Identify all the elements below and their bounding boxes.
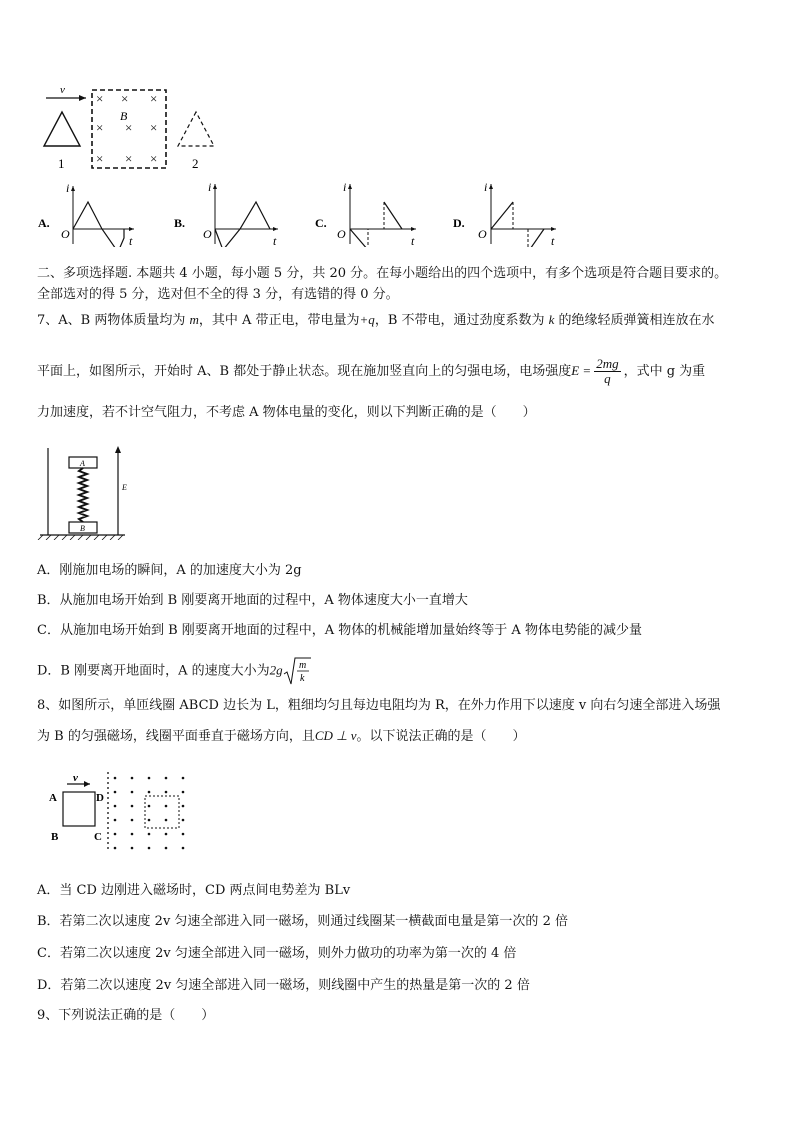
svg-text:×: × [150, 151, 158, 166]
svg-text:D: D [96, 792, 104, 804]
option-d-label: D. [453, 216, 465, 230]
option-a-label: A. [38, 216, 50, 230]
svg-text:×: × [125, 120, 133, 135]
svg-text:×: × [150, 120, 158, 135]
svg-text:t: t [551, 234, 555, 247]
svg-text:B: B [51, 831, 59, 843]
field-dots [114, 777, 185, 850]
svg-text:×: × [150, 91, 158, 106]
svg-text:C: C [94, 831, 102, 843]
q7-line3: 力加速度，若不计空气阻力，不考虑 A 物体电量的变化，则以下判断正确的是（ ） [37, 405, 536, 420]
q8-line2: 为 B 的匀强磁场，线圈平面垂直于磁场方向，且CD ⊥ v。以下说法正确的是（ ） [37, 728, 526, 744]
svg-text:O: O [337, 227, 346, 241]
q6-options [30, 182, 570, 247]
section2-line1: 二、多项选择题. 本题共 4 小题，每小题 5 分，共 20 分。在每小题给出的四个选项中，有多个选项是符合题目要求的。 [37, 266, 728, 281]
svg-text:m: m [298, 660, 306, 671]
label-1: 1 [58, 156, 65, 171]
field-label-b: B [120, 109, 128, 123]
svg-text:t: t [411, 234, 415, 247]
q8-option-c: C．若第二次以速度 2v 匀速全部进入同一磁场，则外力做功的功率为第一次的 4 倍 [37, 946, 517, 961]
svg-text:×: × [96, 91, 104, 106]
svg-text:A: A [80, 459, 85, 468]
svg-text:i: i [208, 182, 212, 194]
svg-text:O: O [61, 227, 70, 241]
svg-text:×: × [121, 91, 129, 106]
q8-line1: 8、如图所示，单匝线圈 ABCD 边长为 L，粗细均匀且每边电阻均为 R，在外力作用下以速度 v 向右匀速全部进入场强 [37, 698, 721, 713]
svg-text:×: × [125, 151, 133, 166]
q7-option-d: D．B 刚要离开地面时，A 的速度大小为2g m k [37, 656, 311, 686]
q7-line1: 7、A、B 两物体质量均为 m，其中 A 带正电，带电量为+q，B 不带电，通过劲度系数为 k 的绝缘轻质弹簧相连放在水 [37, 312, 715, 328]
velocity-label: v [60, 84, 65, 96]
graph-c [337, 182, 416, 247]
svg-text:O: O [203, 227, 212, 241]
q8-option-a: A．当 CD 边刚进入磁场时，CD 两点间电势差为 BLv [37, 883, 351, 898]
svg-text:B: B [80, 524, 85, 533]
graph-a [61, 182, 134, 247]
svg-text:A: A [49, 792, 57, 804]
q8-option-b: B．若第二次以速度 2v 匀速全部进入同一磁场，则通过线圈某一横截面电量是第一次的 2 倍 [37, 914, 568, 929]
option-c-label: C. [315, 216, 327, 230]
coil-final-position [145, 796, 179, 828]
q7-option-b: B．从施加电场开始到 B 刚要离开地面的过程中，A 物体速度大小一直增大 [37, 593, 468, 608]
spring [79, 468, 87, 522]
triangle-2 [178, 112, 214, 146]
svg-text:t: t [273, 234, 277, 247]
field-fraction: $\frac{2mg}{q}$ [596, 356, 619, 386]
graph-d [478, 182, 556, 247]
svg-text:i: i [66, 182, 70, 195]
q8-figure [45, 770, 195, 855]
svg-text:×: × [96, 120, 104, 135]
triangle-1 [44, 112, 80, 146]
label-2: 2 [192, 156, 199, 171]
coil-abcd [63, 792, 95, 826]
q7-option-a: A．刚施加电场的瞬间，A 的加速度大小为 2g [37, 563, 302, 578]
q8-option-d: D．若第二次以速度 2v 匀速全部进入同一磁场，则线圈中产生的热量是第一次的 2 倍 [37, 978, 530, 993]
field-crosses [96, 91, 157, 166]
sqrt-m-over-k [283, 656, 311, 686]
svg-text:i: i [343, 182, 347, 194]
graph-b [203, 182, 278, 247]
svg-text:i: i [484, 182, 488, 194]
svg-text:×: × [96, 151, 104, 166]
section2-line2: 全部选对的得 5 分，选对但不全的得 3 分，有选错的得 0 分。 [37, 287, 399, 302]
option-b-label: B. [174, 216, 186, 230]
svg-text:O: O [478, 227, 487, 241]
q9-line1: 9、下列说法正确的是（ ） [37, 1008, 215, 1023]
q7-figure [35, 440, 135, 540]
svg-text:v: v [73, 772, 78, 784]
q7-option-c: C．从施加电场开始到 B 刚要离开地面的过程中，A 物体的机械能增加量始终等于 A 物体电势能的减少量 [37, 623, 642, 638]
q6-figure [30, 80, 230, 180]
q7-line2: 平面上，如图所示，开始时 A、B 都处于静止状态。现在施加竖直向上的匀强电场，电场强度E = $\frac{2mg}{q}$ ，式中 g 为重 [37, 356, 706, 386]
svg-text:t: t [129, 234, 133, 247]
svg-text:k: k [299, 673, 305, 684]
svg-text:E: E [122, 483, 127, 492]
